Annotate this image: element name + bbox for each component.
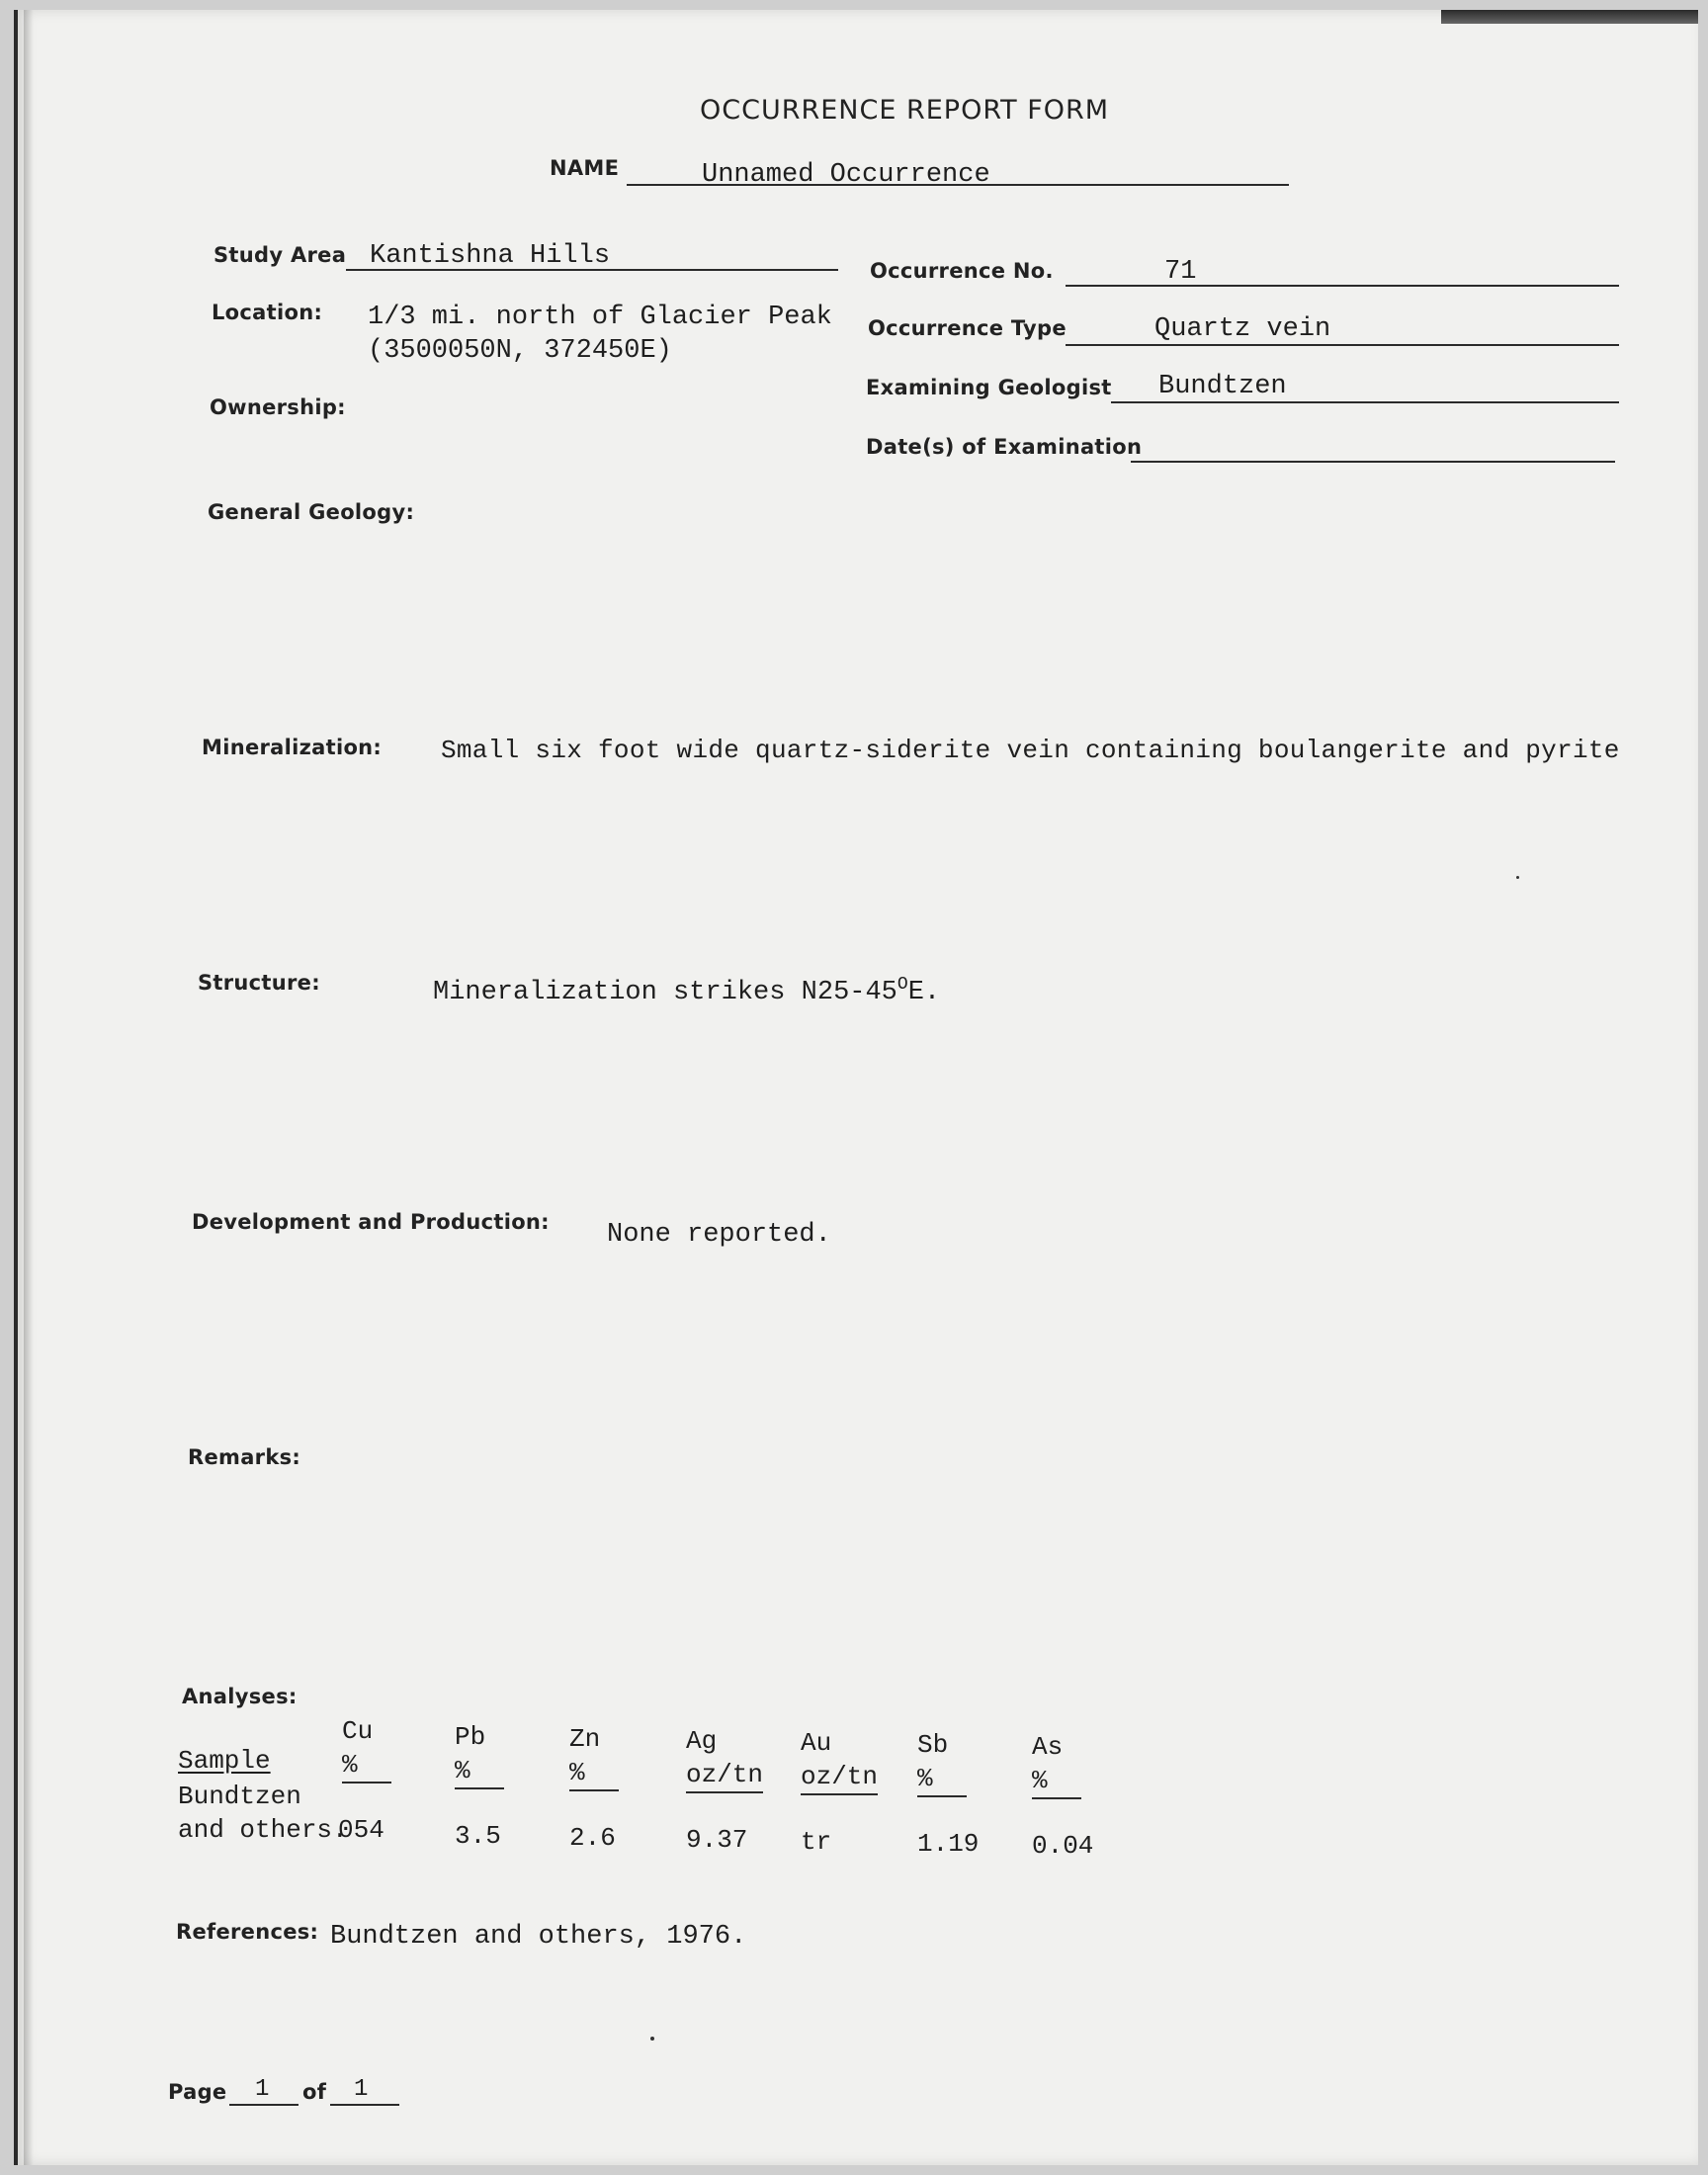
col-as-value: 0.04 — [1032, 1831, 1094, 1861]
page-number-underline — [229, 2104, 299, 2106]
development-label: Development and Production: — [192, 1210, 550, 1234]
col-zn-unit: % — [569, 1758, 619, 1791]
col-sb-element: Sb — [917, 1730, 949, 1760]
structure-value-suffix: E. — [907, 978, 941, 1007]
dates-label: Date(s) of Examination — [866, 435, 1143, 459]
occurrence-no-label: Occurrence No. — [870, 259, 1054, 283]
col-au-element: Au — [801, 1728, 832, 1758]
speck — [1516, 876, 1519, 879]
examining-geologist-label: Examining Geologist — [866, 376, 1112, 399]
col-au-value: tr — [801, 1827, 832, 1857]
study-area-label: Study Area — [214, 243, 347, 267]
examining-geologist-underline — [1111, 401, 1619, 403]
col-pb-element: Pb — [455, 1722, 486, 1752]
col-as-element: As — [1032, 1732, 1064, 1762]
col-ag-value: 9.37 — [686, 1825, 748, 1855]
analyses-label: Analyses: — [182, 1685, 298, 1708]
occurrence-no-value: 71 — [1164, 257, 1197, 287]
page-label: Page — [168, 2080, 227, 2104]
col-ag-element: Ag — [686, 1726, 718, 1756]
ownership-label: Ownership: — [210, 395, 346, 419]
structure-value — [433, 975, 940, 1007]
mineralization-label: Mineralization: — [202, 736, 383, 759]
references-label: References: — [176, 1920, 319, 1944]
occurrence-type-underline — [1066, 344, 1619, 346]
remarks-label: Remarks: — [188, 1445, 301, 1469]
references-value: Bundtzen and others, 1976. — [330, 1922, 747, 1952]
occurrence-type-label: Occurrence Type — [868, 316, 1067, 340]
page-corner-shadow — [1441, 10, 1698, 24]
col-cu-unit: % — [342, 1750, 391, 1784]
structure-value-text: Mineralization strikes N25-45 — [433, 978, 897, 1007]
sample-header: Sample — [178, 1746, 271, 1776]
page-total-underline — [330, 2104, 399, 2106]
occurrence-no-underline — [1066, 285, 1619, 287]
report-page — [14, 10, 1698, 2165]
speck — [650, 2037, 654, 2041]
col-ag-unit: oz/tn — [686, 1760, 763, 1793]
col-cu-value: 054 — [338, 1815, 384, 1845]
dates-underline — [1131, 461, 1615, 463]
page-number: 1 — [255, 2076, 270, 2103]
form-title: OCCURRENCE REPORT FORM — [700, 95, 1110, 126]
location-label: Location: — [212, 301, 323, 324]
col-as-unit: % — [1032, 1766, 1081, 1799]
col-zn-value: 2.6 — [569, 1823, 616, 1853]
col-pb-unit: % — [455, 1756, 504, 1789]
structure-label: Structure: — [198, 971, 320, 995]
general-geology-label: General Geology: — [208, 500, 415, 524]
sample-line-1: Bundtzen — [178, 1782, 301, 1811]
col-au-unit: oz/tn — [801, 1762, 878, 1795]
col-cu-element: Cu — [342, 1716, 374, 1746]
occurrence-type-value: Quartz vein — [1154, 314, 1331, 344]
col-sb-unit: % — [917, 1764, 967, 1797]
location-line-1: 1/3 mi. north of Glacier Peak — [368, 303, 832, 332]
development-value: None reported. — [607, 1220, 831, 1250]
col-sb-value: 1.19 — [917, 1829, 980, 1859]
name-label: NAME — [550, 156, 620, 180]
page-total: 1 — [354, 2076, 369, 2103]
sample-line-2: and others. — [178, 1815, 348, 1845]
col-zn-element: Zn — [569, 1724, 601, 1754]
degree-mark: O — [897, 975, 908, 995]
study-area-value: Kantishna Hills — [370, 241, 611, 271]
mineralization-value: Small six foot wide quartz-siderite vein containing boulangerite and pyrite — [441, 736, 1620, 765]
name-value: Unnamed Occurrence — [702, 160, 990, 190]
location-line-2: (3500050N, 372450E) — [368, 336, 672, 366]
examining-geologist-value: Bundtzen — [1158, 372, 1287, 401]
of-label: of — [302, 2080, 327, 2104]
col-pb-value: 3.5 — [455, 1821, 501, 1851]
